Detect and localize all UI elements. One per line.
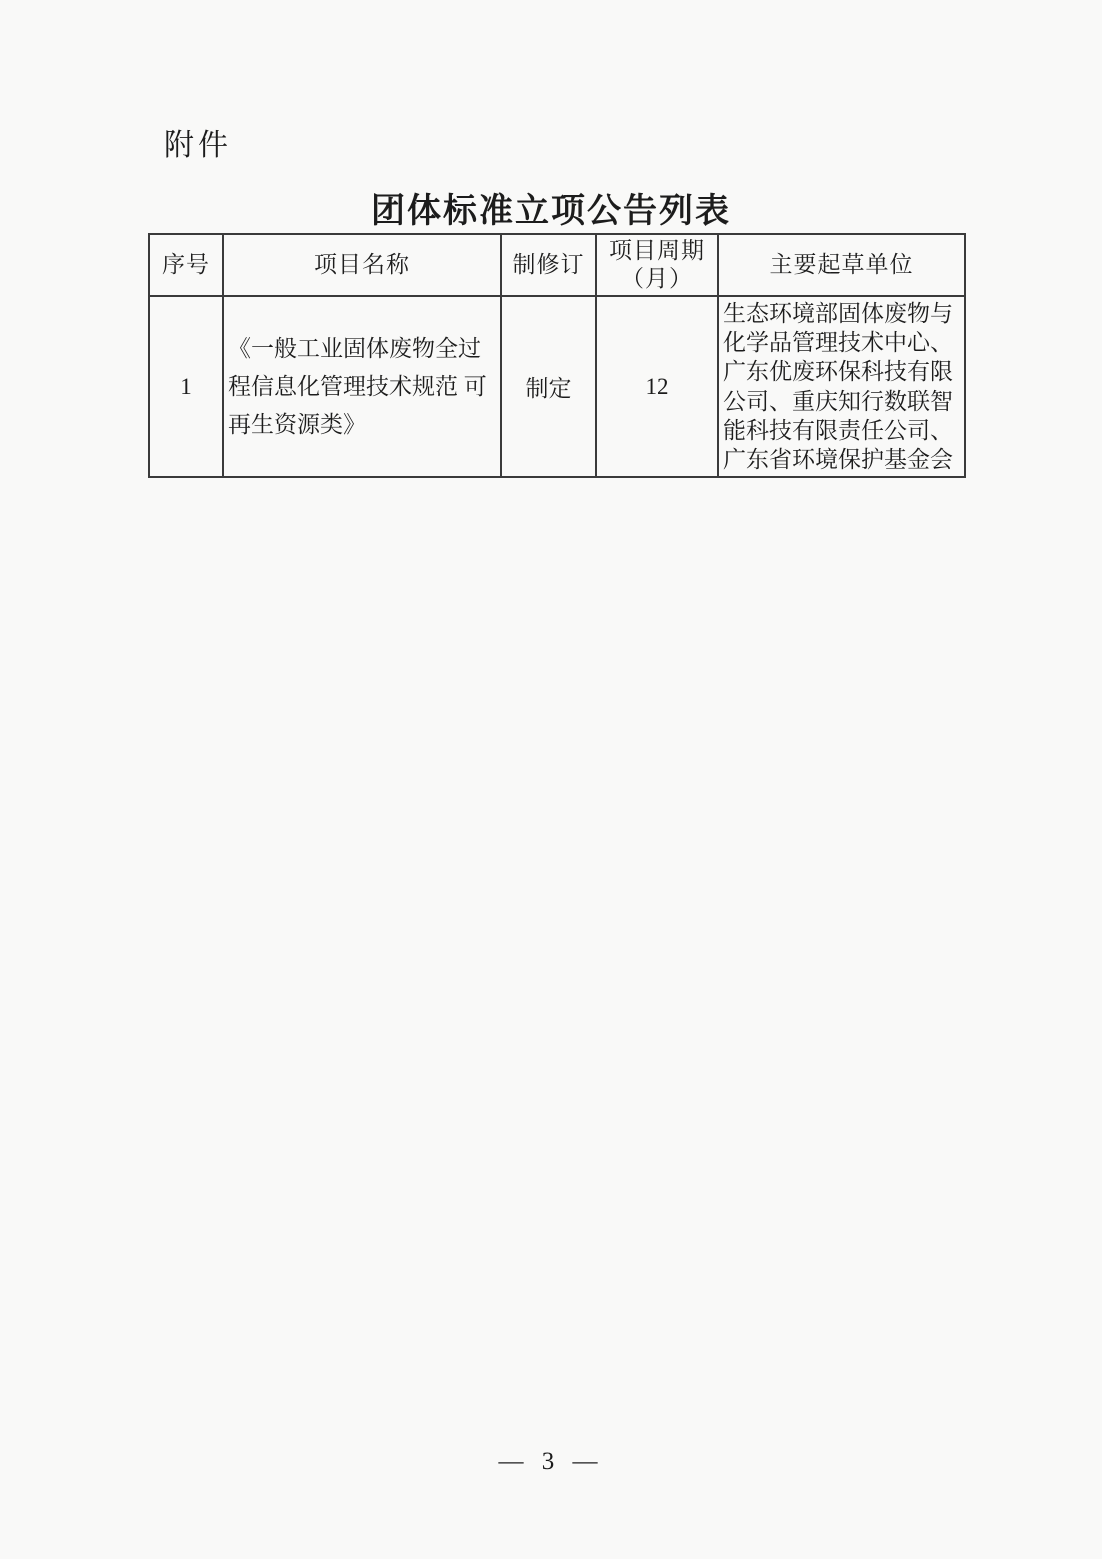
table-header-row <box>149 234 965 296</box>
attachment-label: 附件 <box>164 129 232 162</box>
cell-type: 制定 <box>501 296 596 477</box>
header-index: 序号 <box>149 234 223 296</box>
standards-table <box>148 233 966 478</box>
header-period: 项目周期（月） <box>596 234 718 296</box>
page-title: 团体标准立项公告列表 <box>371 193 731 230</box>
cell-project-name: 《一般工业固体废物全过程信息化管理技术规范 可再生资源类》 <box>223 296 501 477</box>
table-row <box>149 296 965 477</box>
cell-period: 12 <box>596 296 718 477</box>
cell-drafter: 生态环境部固体废物与化学品管理技术中心、广东优废环保科技有限公司、重庆知行数联智能科技有限责任公司、广东省环境保护基金会 <box>718 296 965 477</box>
header-project-name: 项目名称 <box>223 234 501 296</box>
page-number: — 3 — <box>498 1448 604 1475</box>
header-drafter: 主要起草单位 <box>718 234 965 296</box>
cell-index: 1 <box>149 296 223 477</box>
header-type: 制修订 <box>501 234 596 296</box>
